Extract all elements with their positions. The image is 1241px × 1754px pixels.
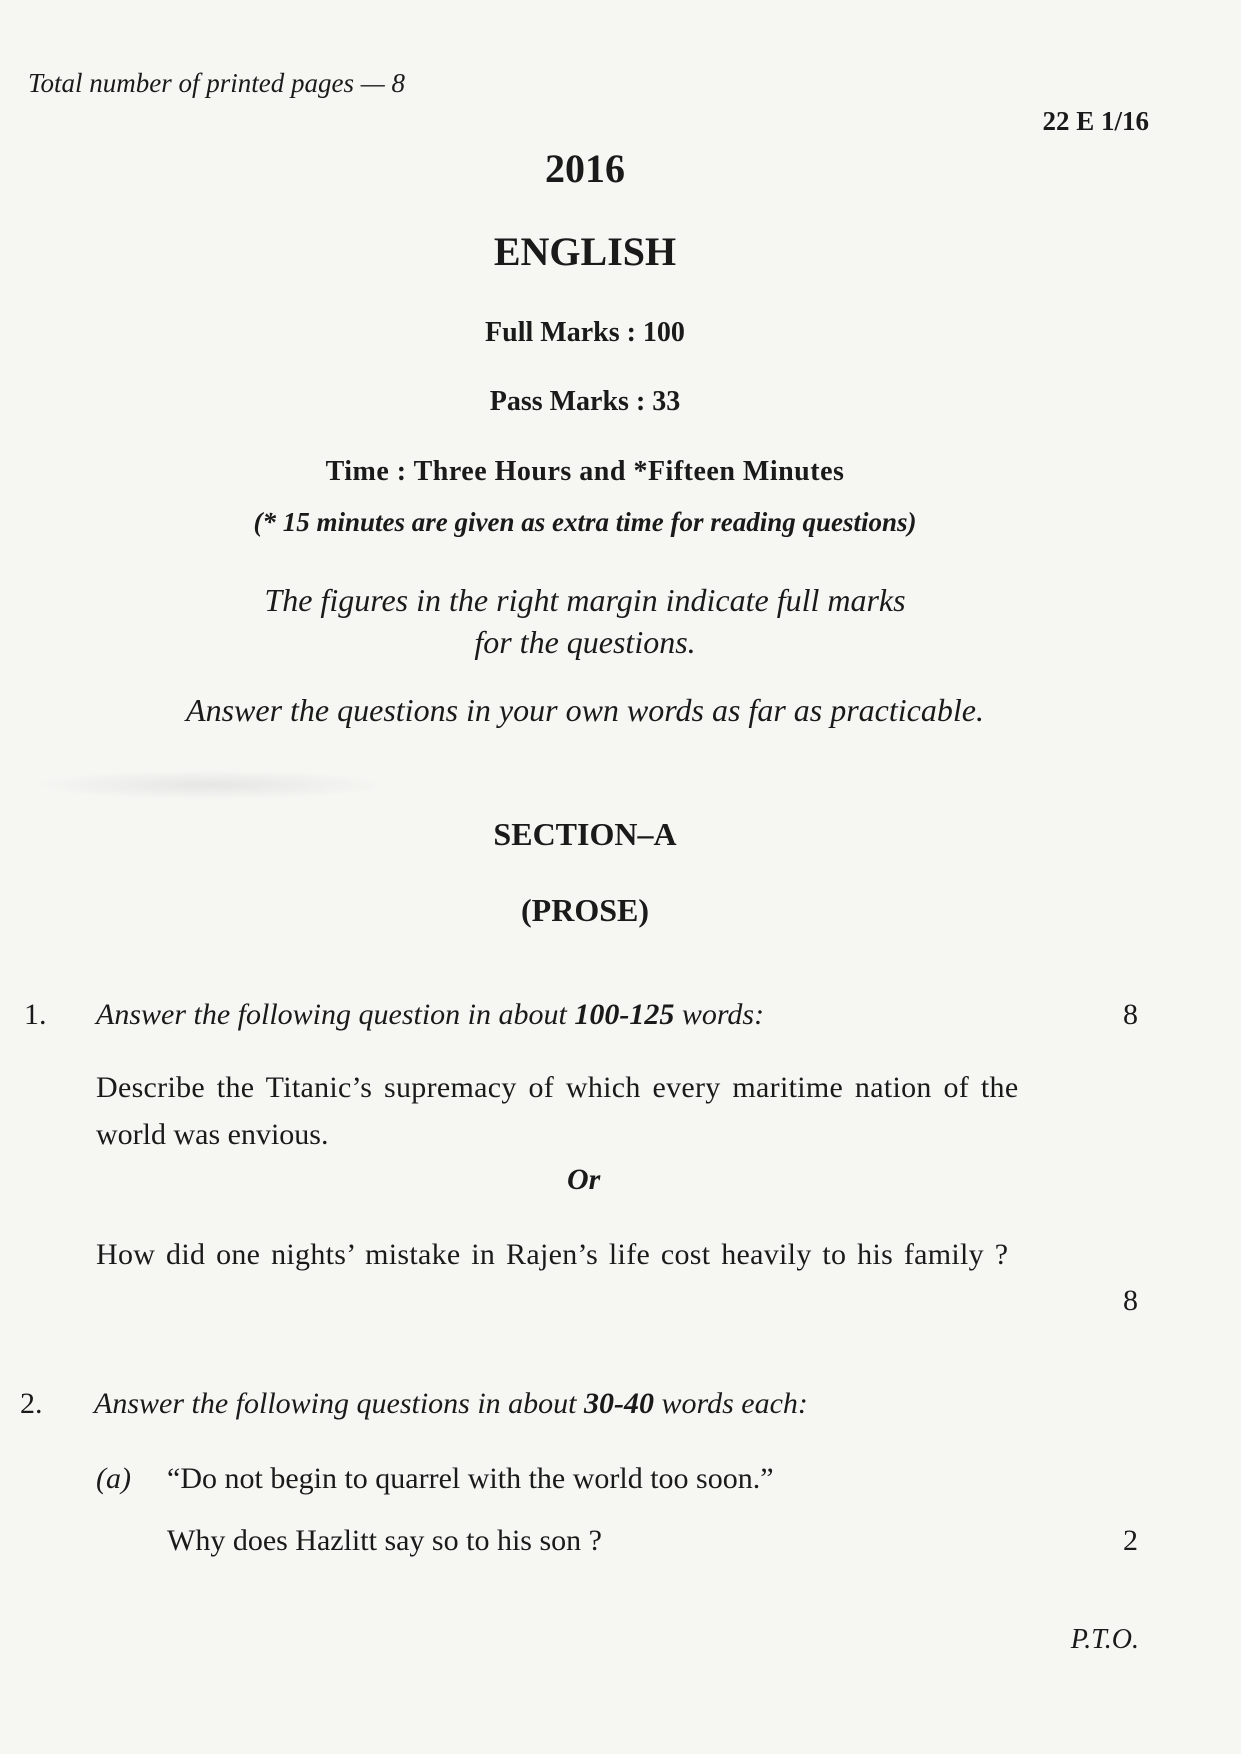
question-2a-label: (a) bbox=[96, 1462, 131, 1495]
section-title: SECTION–A bbox=[493, 816, 677, 852]
pto-note: P.T.O. bbox=[1070, 1624, 1139, 1655]
question-1-word-limit: 100-125 bbox=[574, 998, 675, 1031]
question-2a-quote: “Do not begin to quarrel with the world too soon.” bbox=[167, 1462, 774, 1495]
exam-year: 2016 bbox=[545, 146, 625, 191]
question-2a-marks: 2 bbox=[1123, 1524, 1138, 1557]
instruction-line-2: for the questions. bbox=[474, 624, 696, 660]
question-2a-text: Why does Hazlitt say so to his son ? bbox=[167, 1524, 602, 1557]
question-1-instruction-pre: Answer the following question in about bbox=[96, 998, 575, 1031]
subject-title: ENGLISH bbox=[493, 229, 677, 274]
scan-smudge bbox=[30, 770, 390, 800]
question-1-alternative-text: How did one nights’ mistake in Rajen’s life cost heavily to his family ? bbox=[96, 1238, 1009, 1271]
full-marks: Full Marks : 100 bbox=[485, 317, 685, 348]
question-2-instruction bbox=[94, 1387, 808, 1421]
question-2-instruction-pre: Answer the following questions in about bbox=[94, 1387, 585, 1420]
instruction-line-1: The figures in the right margin indicate full marks bbox=[264, 582, 906, 618]
total-pages-note: Total number of printed pages — 8 bbox=[28, 68, 406, 98]
question-1-alternative-marks: 8 bbox=[1123, 1284, 1138, 1317]
question-1-marks: 8 bbox=[1123, 998, 1138, 1031]
question-1-number: 1. bbox=[24, 998, 47, 1031]
question-2-number: 2. bbox=[20, 1387, 43, 1420]
paper-code: 22 E 1/16 bbox=[1042, 106, 1149, 136]
extra-time-note: (* 15 minutes are given as extra time for reading questions) bbox=[253, 507, 917, 537]
question-2-word-limit: 30-40 bbox=[584, 1387, 655, 1420]
question-1-text-line-1: Describe the Titanic’s supremacy of which every maritime nation of the bbox=[96, 1071, 1019, 1104]
time-allowed: Time : Three Hours and *Fifteen Minutes bbox=[325, 456, 845, 487]
question-1-text-line-2: world was envious. bbox=[96, 1118, 329, 1151]
instruction-line-3: Answer the questions in your own words as far as practicable. bbox=[186, 692, 984, 728]
question-1-instruction bbox=[96, 998, 764, 1032]
pass-marks: Pass Marks : 33 bbox=[489, 386, 681, 417]
question-2-instruction-post: words each: bbox=[654, 1387, 808, 1420]
section-subtitle: (PROSE) bbox=[521, 892, 649, 928]
question-1-instruction-post: words: bbox=[674, 998, 765, 1031]
or-label: Or bbox=[567, 1163, 601, 1196]
